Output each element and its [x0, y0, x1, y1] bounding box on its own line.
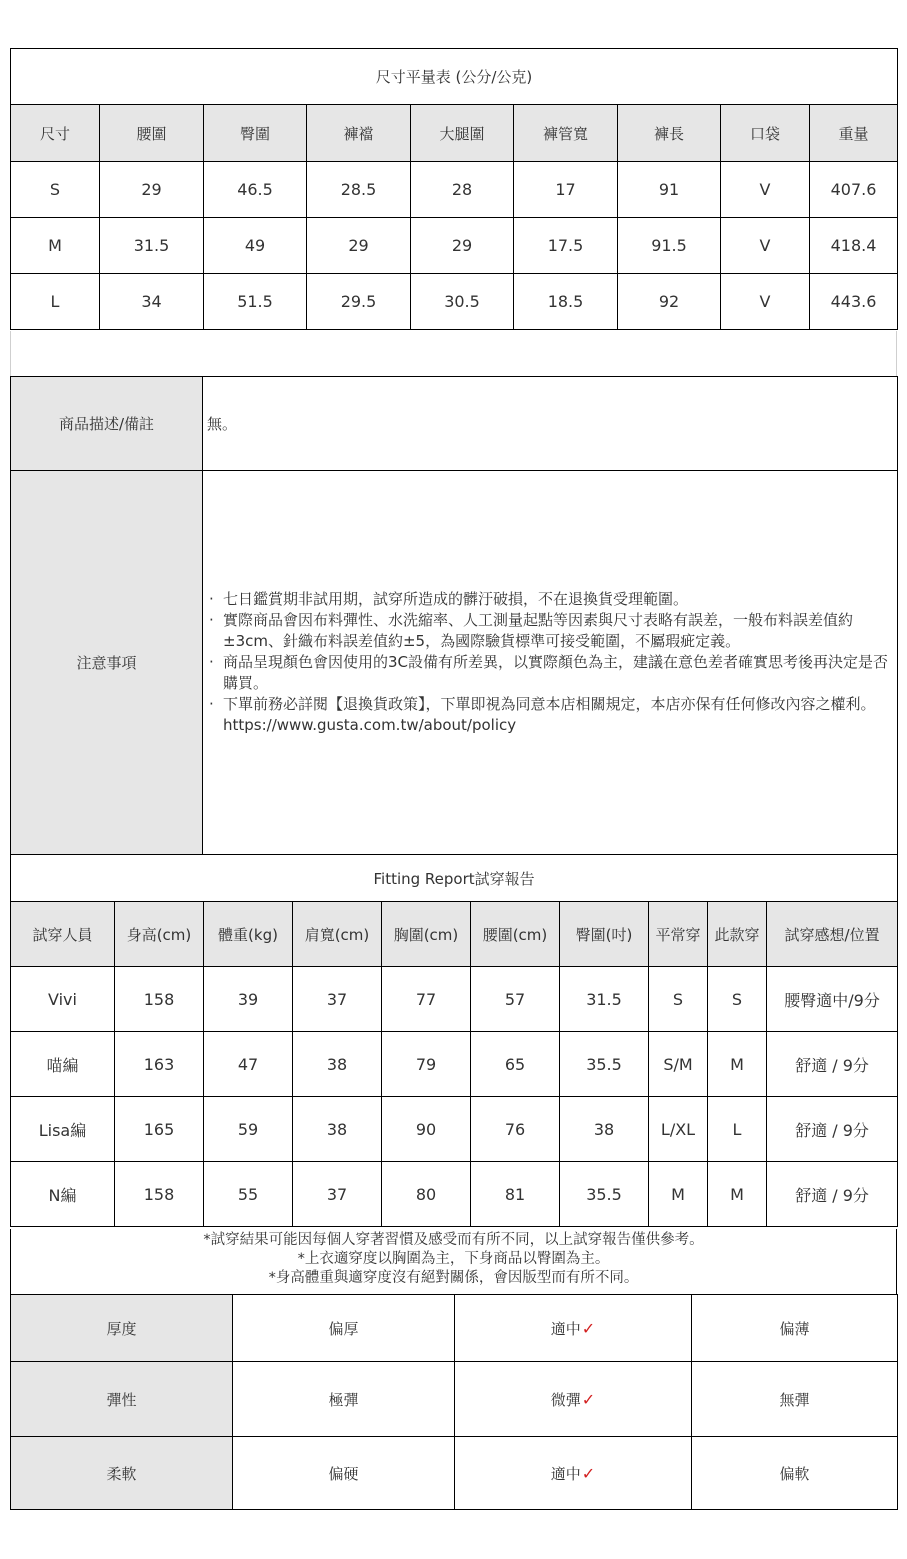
size-cell: 18.5 — [514, 274, 618, 330]
size-cell: V — [721, 218, 810, 274]
size-cell: 30.5 — [411, 274, 514, 330]
fitting-comment: 舒適 / 9分 — [767, 1162, 898, 1227]
fabric-feel — [10, 1294, 897, 1510]
size-cell: 91 — [618, 162, 721, 218]
fitting-cell: 65 — [471, 1032, 560, 1097]
fitting-header: 平常穿 — [649, 902, 708, 967]
size-chart-title: 尺寸平量表 (公分/公克) — [11, 49, 898, 105]
fitting-cell: M — [649, 1162, 708, 1227]
notes-list — [203, 589, 897, 736]
fitting-comment: 舒適 / 9分 — [767, 1097, 898, 1162]
description-value — [203, 377, 898, 471]
feel-option-selected — [455, 1295, 692, 1362]
size-header: 尺寸 — [11, 105, 100, 162]
fitting-cell: M — [708, 1032, 767, 1097]
size-cell: 34 — [100, 274, 204, 330]
size-header: 口袋 — [721, 105, 810, 162]
size-chart — [10, 48, 897, 330]
description-text: 無。 — [207, 415, 238, 433]
size-header: 大腿圍 — [411, 105, 514, 162]
fitting-cell: 38 — [560, 1097, 649, 1162]
feel-row-softness — [11, 1437, 898, 1510]
fitting-cell: 31.5 — [560, 967, 649, 1032]
size-cell: 51.5 — [204, 274, 307, 330]
fabric-feel-table — [10, 1294, 898, 1510]
feel-row-thickness — [11, 1295, 898, 1362]
product-info — [10, 376, 897, 855]
feel-row-elasticity — [11, 1362, 898, 1437]
fitting-header: 腰圍(cm) — [471, 902, 560, 967]
fitting-row — [11, 1162, 898, 1227]
size-cell: 29 — [307, 218, 411, 274]
fitting-cell: 80 — [382, 1162, 471, 1227]
feel-option-text: 微彈 — [550, 1390, 581, 1409]
fitting-footnotes — [10, 1229, 897, 1294]
fitting-cell: 35.5 — [560, 1162, 649, 1227]
checkmark-icon: ✓ — [581, 1318, 596, 1338]
feel-label: 柔軟 — [11, 1437, 233, 1510]
size-cell: L — [11, 274, 100, 330]
size-header: 褲長 — [618, 105, 721, 162]
size-cell: 29 — [100, 162, 204, 218]
size-row — [11, 274, 898, 330]
fitting-report-table — [10, 854, 898, 1227]
fitting-header-row — [11, 902, 898, 967]
fitting-cell: S — [649, 967, 708, 1032]
fitting-cell: 39 — [204, 967, 293, 1032]
fitting-cell: 57 — [471, 967, 560, 1032]
fitting-comment: 舒適 / 9分 — [767, 1032, 898, 1097]
fitting-cell: 35.5 — [560, 1032, 649, 1097]
size-cell: 31.5 — [100, 218, 204, 274]
fitting-cell: M — [708, 1162, 767, 1227]
checkmark-icon: ✓ — [581, 1389, 596, 1409]
size-cell: 443.6 — [810, 274, 898, 330]
fitting-row — [11, 1032, 898, 1097]
note-item: · 七日鑑賞期非試用期，試穿所造成的髒汙破損，不在退換貨受理範圍。 — [207, 589, 897, 610]
fitting-cell: L/XL — [649, 1097, 708, 1162]
size-cell: 407.6 — [810, 162, 898, 218]
fitting-cell: 77 — [382, 967, 471, 1032]
size-cell: 17 — [514, 162, 618, 218]
feel-label: 厚度 — [11, 1295, 233, 1362]
fitting-cell: 163 — [115, 1032, 204, 1097]
size-cell: 29.5 — [307, 274, 411, 330]
fitting-cell: L — [708, 1097, 767, 1162]
product-info-table — [10, 376, 898, 855]
feel-option: 無彈 — [692, 1362, 898, 1437]
note-item: · 商品呈現顏色會因使用的3C設備有所差異，以實際顏色為主，建議在意色差者確實思考後再決定是否購買。 — [207, 652, 897, 694]
size-chart-header-row — [11, 105, 898, 162]
checkmark-icon: ✓ — [581, 1463, 596, 1483]
size-header: 臀圍 — [204, 105, 307, 162]
size-chart-table — [10, 48, 898, 330]
fitting-cell: 47 — [204, 1032, 293, 1097]
notes-value — [203, 471, 898, 855]
size-row — [11, 162, 898, 218]
size-header: 褲襠 — [307, 105, 411, 162]
fitting-header: 身高(cm) — [115, 902, 204, 967]
fitting-cell: 76 — [471, 1097, 560, 1162]
fitting-header: 此款穿 — [708, 902, 767, 967]
fitting-header: 胸圍(cm) — [382, 902, 471, 967]
fitting-row — [11, 967, 898, 1032]
feel-option: 偏硬 — [233, 1437, 455, 1510]
size-cell: 28.5 — [307, 162, 411, 218]
size-cell: 418.4 — [810, 218, 898, 274]
fitting-cell: Lisa編 — [11, 1097, 115, 1162]
fitting-comment: 腰臀適中/9分 — [767, 967, 898, 1032]
fitting-cell: 37 — [293, 967, 382, 1032]
fitting-cell: 37 — [293, 1162, 382, 1227]
size-cell: 28 — [411, 162, 514, 218]
feel-option-selected — [455, 1437, 692, 1510]
size-cell: V — [721, 274, 810, 330]
note-item: · 實際商品會因布料彈性、水洗縮率、人工測量起點等因素與尺寸表略有誤差，一般布料誤差值約±3cm、針織布料誤差值約±5，為國際驗貨標準可接受範圍，不屬瑕疵定義。 — [207, 610, 897, 652]
fitting-cell: Vivi — [11, 967, 115, 1032]
fitting-header: 試穿人員 — [11, 902, 115, 967]
notes-label: 注意事項 — [11, 471, 203, 855]
size-cell: V — [721, 162, 810, 218]
size-row — [11, 218, 898, 274]
size-cell: 49 — [204, 218, 307, 274]
size-header: 重量 — [810, 105, 898, 162]
feel-label: 彈性 — [11, 1362, 233, 1437]
fitting-footnote: *試穿結果可能因每個人穿著習慣及感受而有所不同，以上試穿報告僅供參考。 — [203, 1232, 704, 1248]
size-cell: 17.5 — [514, 218, 618, 274]
fitting-cell: 158 — [115, 967, 204, 1032]
feel-option-text: 適中 — [550, 1464, 581, 1483]
feel-option: 偏薄 — [692, 1295, 898, 1362]
fitting-header: 試穿感想/位置 — [767, 902, 898, 967]
size-header: 腰圍 — [100, 105, 204, 162]
fitting-header: 肩寬(cm) — [293, 902, 382, 967]
fitting-title: Fitting Report試穿報告 — [11, 855, 898, 902]
fitting-cell: 38 — [293, 1032, 382, 1097]
fitting-cell: S — [708, 967, 767, 1032]
fitting-footnote: *上衣適穿度以胸圍為主，下身商品以臀圍為主。 — [297, 1251, 610, 1267]
size-cell: 29 — [411, 218, 514, 274]
fitting-cell: 79 — [382, 1032, 471, 1097]
size-cell: 46.5 — [204, 162, 307, 218]
size-cell: S — [11, 162, 100, 218]
description-label: 商品描述/備註 — [11, 377, 203, 471]
fitting-footnote: *身高體重與適穿度沒有絕對關係，會因版型而有所不同。 — [268, 1270, 639, 1286]
section-spacer — [10, 331, 897, 376]
fitting-cell: 喵編 — [11, 1032, 115, 1097]
fitting-report — [10, 854, 897, 1227]
size-cell: M — [11, 218, 100, 274]
size-cell: 92 — [618, 274, 721, 330]
feel-option: 偏軟 — [692, 1437, 898, 1510]
feel-option: 極彈 — [233, 1362, 455, 1437]
note-item: · 下單前務必詳閱【退換貨政策】，下單即視為同意本店相關規定，本店亦保有任何修改內容之權利。https://www.gusta.com.tw/about/policy — [207, 694, 897, 736]
fitting-cell: 59 — [204, 1097, 293, 1162]
fitting-cell: S/M — [649, 1032, 708, 1097]
fitting-cell: 38 — [293, 1097, 382, 1162]
fitting-row — [11, 1097, 898, 1162]
fitting-header: 臀圍(吋) — [560, 902, 649, 967]
fitting-cell: 165 — [115, 1097, 204, 1162]
fitting-cell: 81 — [471, 1162, 560, 1227]
size-cell: 91.5 — [618, 218, 721, 274]
feel-option-selected — [455, 1362, 692, 1437]
fitting-cell: 90 — [382, 1097, 471, 1162]
feel-option-text: 適中 — [550, 1319, 581, 1338]
feel-option: 偏厚 — [233, 1295, 455, 1362]
size-header: 褲管寬 — [514, 105, 618, 162]
fitting-cell: 158 — [115, 1162, 204, 1227]
fitting-cell: 55 — [204, 1162, 293, 1227]
fitting-cell: N編 — [11, 1162, 115, 1227]
fitting-header: 體重(kg) — [204, 902, 293, 967]
